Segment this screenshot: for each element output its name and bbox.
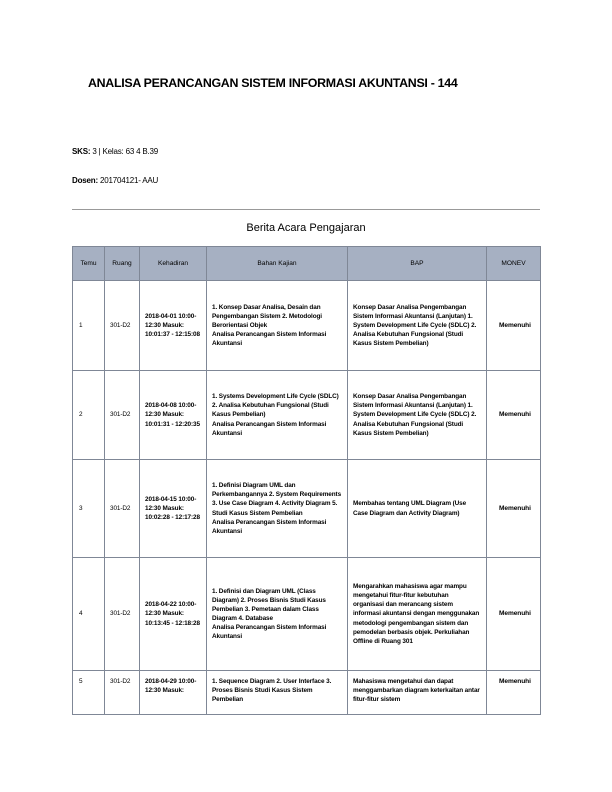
header-kehadiran: Kehadiran	[140, 247, 207, 281]
cell-ruang: 301-D2	[105, 671, 140, 715]
header-bap: BAP	[348, 247, 487, 281]
table-row	[73, 460, 541, 558]
dosen-line	[72, 176, 158, 185]
cell-bap: Konsep Dasar Analisa Pengembangan Sistem Informasi Akuntansi (Lanjutan) 1. System Development Life Cycle (SDLC) 2. Analisa Kebutuhan Fungsional (Studi Kasus Sistem Pembelian)	[348, 281, 487, 371]
sks-kelas-line	[72, 147, 158, 156]
cell-temu: 3	[73, 460, 105, 558]
bap-table	[72, 246, 541, 715]
cell-bap: Membahas tentang UML Diagram (Use Case Diagram dan Activity Diagram)	[348, 460, 487, 558]
cell-temu: 5	[73, 671, 105, 715]
bahan-course: Analisa Perancangan Sistem Informasi Akuntansi	[212, 624, 327, 641]
header-ruang: Ruang	[105, 247, 140, 281]
cell-bahan-kajian	[207, 460, 348, 558]
bahan-text: 1. Definisi Diagram UML dan Perkembangannya 2. System Requirements 3. Use Case Diagram 4. Activity Diagram 5. Studi Kasus Sistem Pembelian	[212, 482, 342, 517]
table-row	[73, 371, 541, 460]
cell-ruang: 301-D2	[105, 558, 140, 671]
cell-monev: Memenuhi	[487, 281, 541, 371]
cell-kehadiran: 2018-04-22 10:00-12:30 Masuk: 10:13:45 - 12:18:28	[140, 558, 207, 671]
cell-monev: Memenuhi	[487, 460, 541, 558]
table-row	[73, 671, 541, 715]
sks-value: 3 | Kelas: 63 4 B.39	[92, 147, 159, 156]
cell-temu: 1	[73, 281, 105, 371]
cell-ruang: 301-D2	[105, 460, 140, 558]
table-header-row	[73, 247, 541, 281]
cell-temu: 2	[73, 371, 105, 460]
document-title: ANALISA PERANCANGAN SISTEM INFORMASI AKUNTANSI - 144	[88, 76, 458, 90]
bahan-text: 1. Definisi dan Diagram UML (Class Diagram) 2. Proses Bisnis Studi Kasus Pembelian 3. Pemetaan dalam Class Diagram 4. Database	[212, 587, 326, 622]
bahan-course: Analisa Perancangan Sistem Informasi Akuntansi	[212, 420, 327, 437]
cell-kehadiran: 2018-04-08 10:00-12:30 Masuk: 10:01:31 - 12:20:35	[140, 371, 207, 460]
section-heading: Berita Acara Pengajaran	[246, 222, 366, 234]
bahan-text: 1. Systems Development Life Cycle (SDLC) 2. Analisa Kebutuhan Fungsional (Studi Kasus Pembelian)	[212, 393, 339, 419]
bahan-course: Analisa Perancangan Sistem Informasi Akuntansi	[212, 331, 327, 348]
cell-bap: Konsep Dasar Analisa Pengembangan Sistem Informasi Akuntansi (Lanjutan) 1. System Development Life Cycle (SDLC) 2. Analisa Kebutuhan Fungsional (Studi Kasus Sistem Pembelian)	[348, 371, 487, 460]
bahan-text: 1. Konsep Dasar Analisa, Desain dan Pengembangan Sistem 2. Metodologi Berorientasi Objek	[212, 303, 322, 329]
dosen-value: 201704121- AAU	[99, 176, 159, 185]
cell-temu: 4	[73, 558, 105, 671]
cell-bap: Mahasiswa mengetahui dan dapat menggambarkan diagram keterkaitan antar fitur-fitur sistem	[348, 671, 487, 715]
cell-bahan-kajian	[207, 371, 348, 460]
header-monev: MONEV	[487, 247, 541, 281]
cell-monev: Memenuhi	[487, 371, 541, 460]
table-row	[73, 281, 541, 371]
cell-bahan-kajian	[207, 558, 348, 671]
cell-monev: Memenuhi	[487, 558, 541, 671]
header-bahan-kajian: Bahan Kajian	[207, 247, 348, 281]
dosen-label: Dosen:	[72, 176, 98, 185]
cell-kehadiran: 2018-04-29 10:00-12:30 Masuk:	[140, 671, 207, 715]
cell-bahan-kajian	[207, 671, 348, 715]
cell-kehadiran: 2018-04-01 10:00-12:30 Masuk: 10:01:37 - 12:15:08	[140, 281, 207, 371]
bahan-text: 1. Sequence Diagram 2. User Interface 3. Proses Bisnis Studi Kasus Sistem Pembelian	[212, 678, 332, 704]
bahan-course: Analisa Perancangan Sistem Informasi Akuntansi	[212, 518, 327, 535]
sks-label: SKS:	[72, 147, 91, 156]
divider	[72, 209, 540, 210]
cell-ruang: 301-D2	[105, 281, 140, 371]
cell-ruang: 301-D2	[105, 371, 140, 460]
cell-monev: Memenuhi	[487, 671, 541, 715]
cell-bap: Mengarahkan mahasiswa agar mampu mengetahui fitur-fitur kebutuhan organisasi dan merancang sistem informasi akuntansi dengan menggunakan metodologi pengembangan sistem dan pemodelan berbasis objek. Perkuliahan Offline di Ruang 301	[348, 558, 487, 671]
table-row	[73, 558, 541, 671]
cell-kehadiran: 2018-04-15 10:00-12:30 Masuk: 10:02:28 - 12:17:28	[140, 460, 207, 558]
cell-bahan-kajian	[207, 281, 348, 371]
header-temu: Temu	[73, 247, 105, 281]
